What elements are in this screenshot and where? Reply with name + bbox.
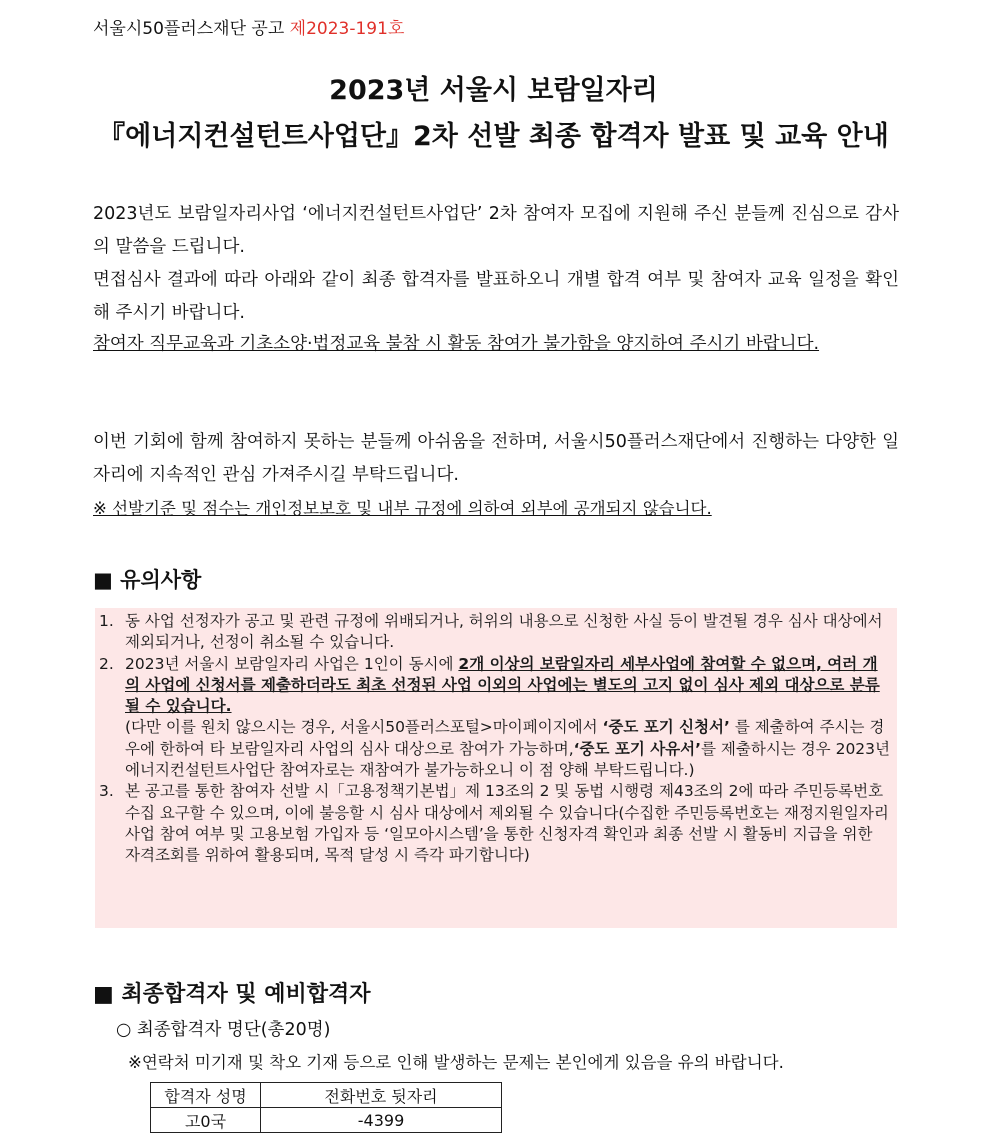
column-header-phone: 전화번호 뒷자리 [261,1083,502,1108]
notice-section-heading: ■ 유의사항 [93,568,202,592]
table-cell-name: 고0국 [151,1108,261,1133]
final-list-subheading: ○ 최종합격자 명단(총20명) [116,1020,331,1040]
notice-number: 제2023-191호 [289,19,405,39]
notice-item-3 [99,781,891,866]
final-results-table [150,1082,502,1133]
final-section-heading: ■ 최종합격자 및 예비합격자 [93,982,371,1007]
notice-item-underlined: 2개 이상의 보람일자리 세부사업에 참여할 수 없으며, 여러 개의 사업에 신청서를 제출하더라도 최초 선정된 사업 이외의 사업에는 별도의 고지 없이 심사 제외 대상으로 분류될 수 있습니다. [125,654,880,716]
intro-paragraph-results: 면접심사 결과에 따라 아래와 같이 최종 합격자를 발표하오니 개별 합격 여부 및 참여자 교육 일정을 확인해 주시기 바랍니다. [93,270,899,323]
notice-header [93,14,404,39]
column-header-name: 합격자 성명 [151,1083,261,1108]
notice-item-paren-a: (다만 이를 원치 않으시는 경우, 서울시50플러스포털>마이페이지에서 [125,718,603,737]
page-title-line1: 2023년 서울시 보람일자리 [329,75,658,106]
notice-item-number: 3. [99,782,114,801]
intro-paragraph-thanks: 2023년도 보람일자리사업 ‘에너지컨설턴트사업단’ 2차 참여자 모집에 지원해 주신 분들께 진심으로 감사의 말씀을 드립니다. [93,204,899,257]
notice-item-paren-b: 를 제출하여 주시는 경우에 한하여 타 보람일자리 사업의 심사 대상으로 참여가 가능하며, [125,718,885,758]
intro-paragraph-criteria-note: ※ 선발기준 및 점수는 개인정보보호 및 내부 규정에 의하여 외부에 공개되지 않습니다. [93,499,712,518]
notice-item-lead: 2023년 서울시 보람일자리 사업은 1인이 동시에 [125,654,459,673]
org-name: 서울시50플러스재단 공고 [93,19,285,39]
notice-item-text: 동 사업 선정자가 공고 및 관련 규정에 위배되거나, 허위의 내용으로 신청한 사실 등이 발견될 경우 심사 대상에서 제외되거나, 선정이 취소될 수 있습니다. [125,612,883,652]
table-cell-phone: -4399 [261,1108,502,1133]
notice-item-text: 본 공고를 통한 참여자 선발 시「고용정책기본법」제 13조의 2 및 동법 시행령 제43조의 2에 따라 주민등록번호 수집 요구할 수 있으며, 이에 불응할 시 심사 대상에서 제외될 수 있습니다(수집한 주민등록번호는 재정지원일자리사업 참여 여부 및 고용보험 가입자 등 ‘일모아시스템’을 통한 신청자격 확인과 최종 선발 시 활동비 지급을 위한 자격조회를 위하여 활용되며, 목적 달성 시 즉각 파기합니다) [125,782,889,865]
withdrawal-form-label: ‘중도 포기 신청서’ [602,718,730,737]
notice-item-number: 2. [99,654,114,673]
notice-item-number: 1. [99,612,114,630]
notice-list [99,611,891,867]
notice-item-paren-c: 를 제출하시는 경우 2023년 에너지컨설턴트사업단 참여자로는 재참여가 불가능하오니 이 점 양해 부탁드립니다.) [125,739,891,780]
table-row [151,1108,502,1133]
intro-paragraph-regret: 이번 기회에 함께 참여하지 못하는 분들께 아쉬움을 전하며, 서울시50플러스재단에서 진행하는 다양한 일자리에 지속적인 관심 가져주시길 부탁드립니다. [93,432,899,485]
withdrawal-reason-label: ‘중도 포기 사유서’ [573,739,702,758]
contact-note: ※연락처 미기재 및 착오 기재 등으로 인해 발생하는 문제는 본인에게 있음을 유의 바랍니다. [128,1053,784,1072]
notice-item-2 [99,654,891,782]
intro-paragraph-education-warning: 참여자 직무교육과 기초소양·법정교육 불참 시 활동 참여가 불가함을 양지하여 주시기 바랍니다. [93,334,820,354]
notice-item-1 [99,611,891,654]
page-title-line2: 『에너지컨설턴트사업단』2차 선발 최종 합격자 발표 및 교육 안내 [98,121,889,152]
table-header-row [151,1083,502,1108]
